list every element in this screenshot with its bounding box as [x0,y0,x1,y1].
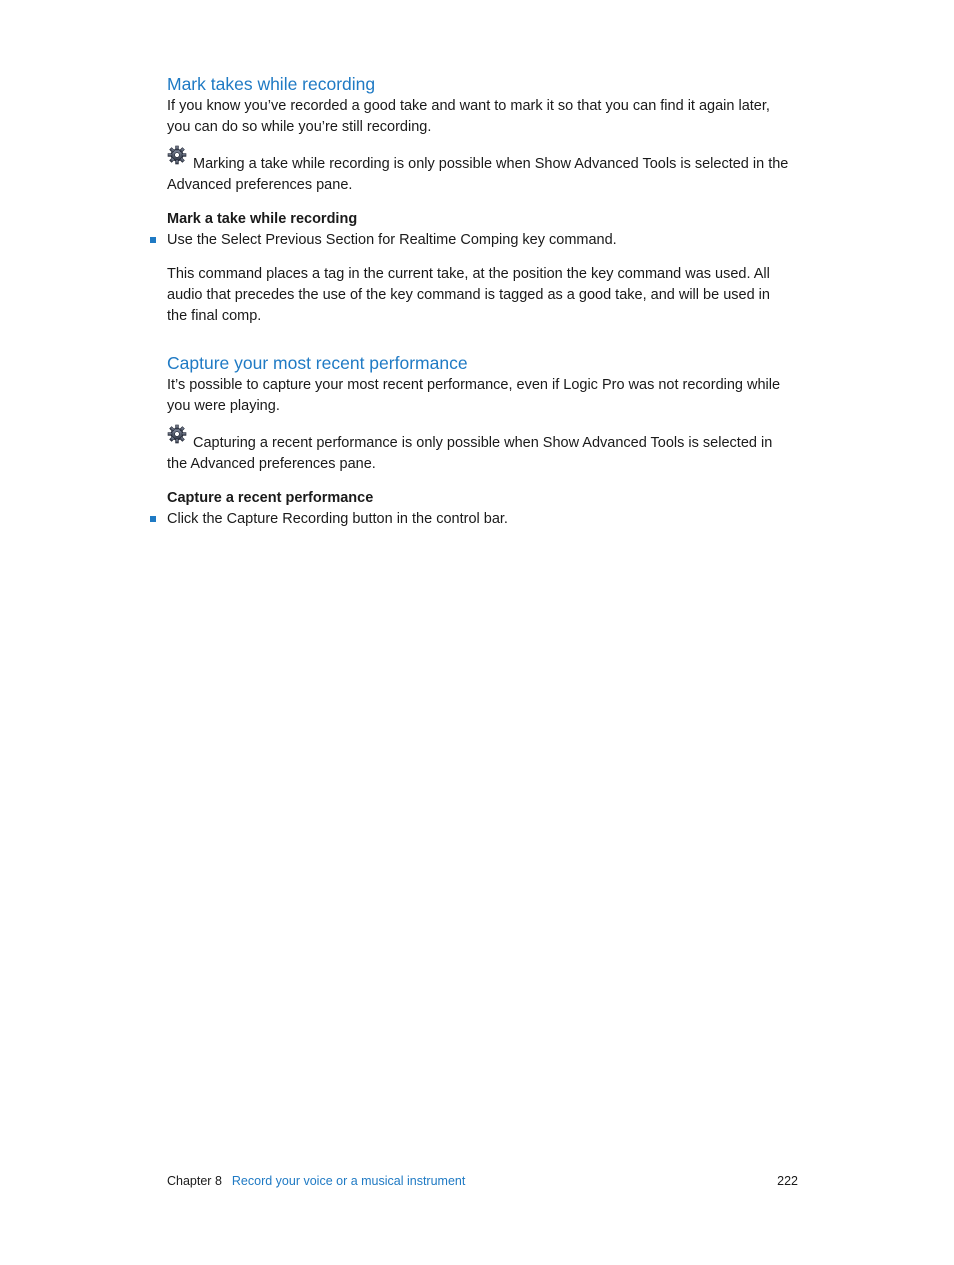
page-content [167,72,807,530]
footer-chapter-title-link[interactable]: Record your voice or a musical instrument [231,1174,466,1188]
bullet-item [167,509,807,530]
section-heading-mark-takes: Mark takes while recording [167,74,376,94]
note-line: Marking a take while recording is only possible when Show Advanced Tools is selected in the [193,156,789,172]
detail-line: This command places a tag in the current take, at the position the key command was used. All [167,266,770,282]
note-line: the Advanced preferences pane. [167,456,376,472]
intro-line: you were playing. [167,398,280,414]
note-line: Advanced preferences pane. [167,177,353,193]
section-intro [167,96,807,138]
page-footer [167,1172,798,1190]
advanced-tools-note [167,430,807,475]
note-line: Capturing a recent performance is only possible when Show Advanced Tools is selected in [193,435,773,451]
detail-line: audio that precedes the use of the key command is tagged as a good take, and will be used in [167,287,770,303]
gear-icon [167,145,187,165]
bullet-marker [150,516,156,522]
command-detail [167,264,807,327]
task-title: Mark a take while recording [167,211,358,227]
footer-chapter: Chapter 8 [167,1174,222,1188]
bullet-text: Use the Select Previous Section for Realtime Comping key command. [167,232,617,248]
advanced-tools-note [167,151,807,196]
intro-line: If you know you’ve recorded a good take and want to mark it so that you can find it again later, [167,98,770,114]
intro-line: you can do so while you’re still recording. [167,119,432,135]
task-title: Capture a recent performance [167,490,374,506]
bullet-item [167,230,807,251]
bullet-text: Click the Capture Recording button in the control bar. [167,511,508,527]
section-intro [167,375,807,417]
page-number: 222 [777,1174,798,1188]
bullet-marker [150,237,156,243]
section-heading-capture-performance: Capture your most recent performance [167,353,468,373]
intro-line: It’s possible to capture your most recent performance, even if Logic Pro was not recording while [167,377,781,393]
gear-icon [167,424,187,444]
detail-line: the final comp. [167,308,262,324]
